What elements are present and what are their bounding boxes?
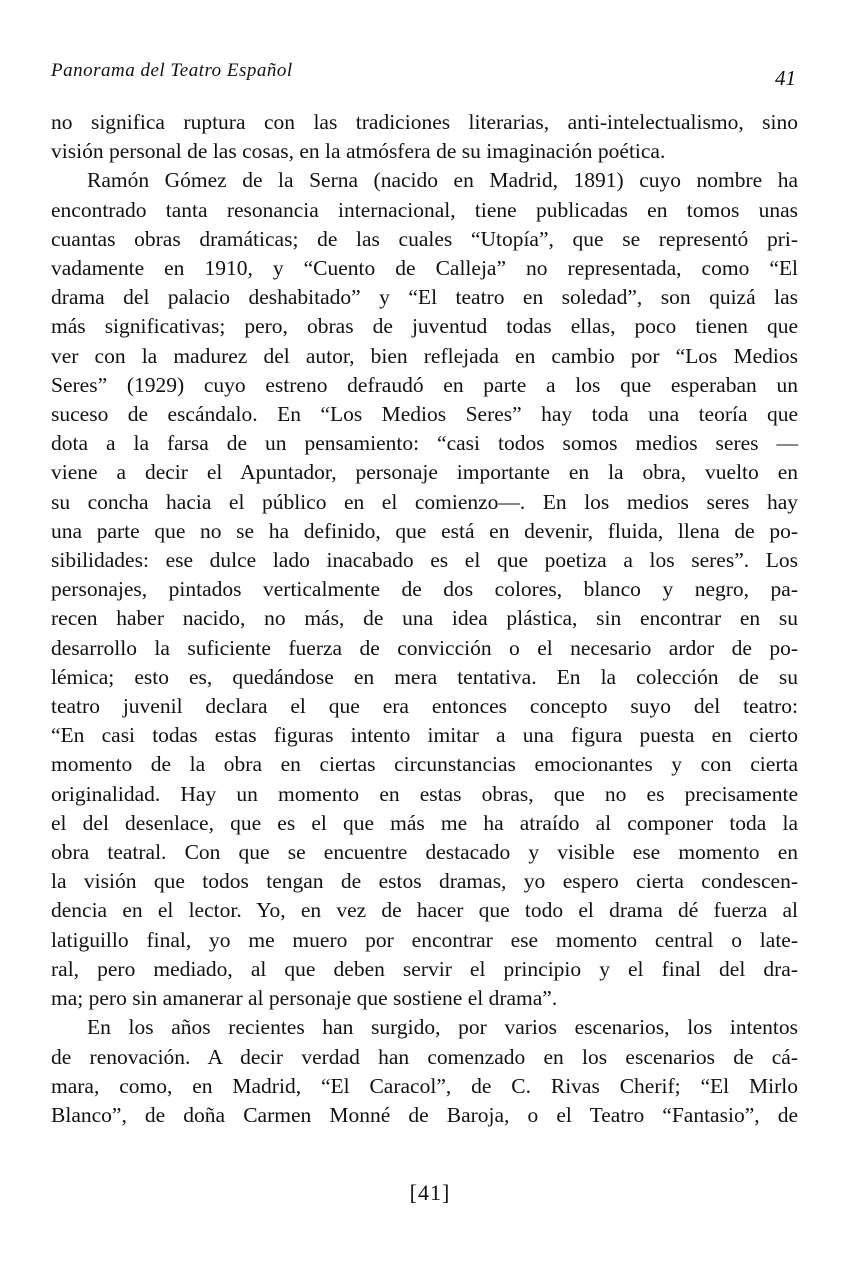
text-line: suceso de escándalo. En “Los Medios Seres” hay toda una teoría que xyxy=(51,402,798,427)
text-line: de renovación. A decir verdad han comenzado en los escenarios de cá- xyxy=(51,1044,798,1069)
text-line: viene a decir el Apuntador, personaje importante en la obra, vuelto en xyxy=(51,460,798,485)
text-line: latiguillo final, yo me muero por encontrar ese momento central o late- xyxy=(51,927,798,952)
body-text xyxy=(51,108,798,1130)
text-line: visión personal de las cosas, en la atmósfera de su imaginación poética. xyxy=(51,139,666,164)
text-line: En los años recientes han surgido, por varios escenarios, los intentos xyxy=(87,1015,798,1040)
text-line: ma; pero sin amanerar al personaje que sostiene el drama”. xyxy=(51,986,558,1011)
text-line: personajes, pintados verticalmente de dos colores, blanco y negro, pa- xyxy=(51,577,798,602)
header-folio: 41 xyxy=(775,66,796,90)
text-line: dota a la farsa de un pensamiento: “casi todos somos medios seres — xyxy=(51,431,798,456)
text-line: la visión que todos tengan de estos dramas, yo espero cierta condescen- xyxy=(51,869,798,894)
running-title: Panorama del Teatro Español xyxy=(51,60,293,81)
text-line: ver con la madurez del autor, bien reflejada en cambio por “Los Medios xyxy=(51,343,798,368)
text-line: su concha hacia el público en el comienzo—. En los medios seres hay xyxy=(51,489,798,514)
text-line: Ramón Gómez de la Serna (nacido en Madrid, 1891) cuyo nombre ha xyxy=(87,168,798,193)
text-line: una parte que no se ha definido, que está en devenir, fluida, llena de po- xyxy=(51,518,798,543)
text-line: dencia en el lector. Yo, en vez de hacer que todo el drama dé fuerza al xyxy=(51,898,798,923)
text-line: vadamente en 1910, y “Cuento de Calleja” no representada, como “El xyxy=(51,256,798,281)
text-line: ral, pero mediado, al que deben servir el principio y el final del dra- xyxy=(51,956,798,981)
text-line: más significativas; pero, obras de juventud todas ellas, poco tienen que xyxy=(51,314,798,339)
text-line: el del desenlace, que es el que más me ha atraído al componer toda la xyxy=(51,810,798,835)
text-line: Blanco”, de doña Carmen Monné de Baroja, o el Teatro “Fantasio”, de xyxy=(51,1102,798,1127)
text-line: recen haber nacido, no más, de una idea plástica, sin encontrar en su xyxy=(51,606,798,631)
text-line: no significa ruptura con las tradiciones literarias, anti-intelectualismo, sino xyxy=(51,110,798,134)
text-line: momento de la obra en ciertas circunstancias emocionantes y con cierta xyxy=(51,752,798,777)
text-line: teatro juvenil declara el que era entonces concepto suyo del teatro: xyxy=(51,694,798,719)
text-line: lémica; esto es, quedándose en mera tentativa. En la colección de su xyxy=(51,664,798,689)
text-line: mara, como, en Madrid, “El Caracol”, de C. Rivas Cherif; “El Mirlo xyxy=(51,1073,798,1098)
text-line: sibilidades: ese dulce lado inacabado es el que poetiza a los seres”. Los xyxy=(51,548,798,573)
text-line: desarrollo la suficiente fuerza de convicción o el necesario ardor de po- xyxy=(51,635,798,660)
text-line: cuantas obras dramáticas; de las cuales “Utopía”, que se representó pri- xyxy=(51,226,798,251)
text-line: encontrado tanta resonancia internacional, tiene publicadas en tomos unas xyxy=(51,197,798,222)
text-line: originalidad. Hay un momento en estas obras, que no es precisamente xyxy=(51,781,798,806)
text-line: “En casi todas estas figuras intento imitar a una figura puesta en cierto xyxy=(51,723,798,748)
running-header xyxy=(51,60,796,88)
text-line: obra teatral. Con que se encuentre destacado y visible ese momento en xyxy=(51,840,798,865)
page-number: [41] xyxy=(409,1180,451,1205)
text-line: Seres” (1929) cuyo estreno defraudó en parte a los que esperaban un xyxy=(51,372,798,397)
text-line: drama del palacio deshabitado” y “El teatro en soledad”, son quizá las xyxy=(51,285,798,310)
